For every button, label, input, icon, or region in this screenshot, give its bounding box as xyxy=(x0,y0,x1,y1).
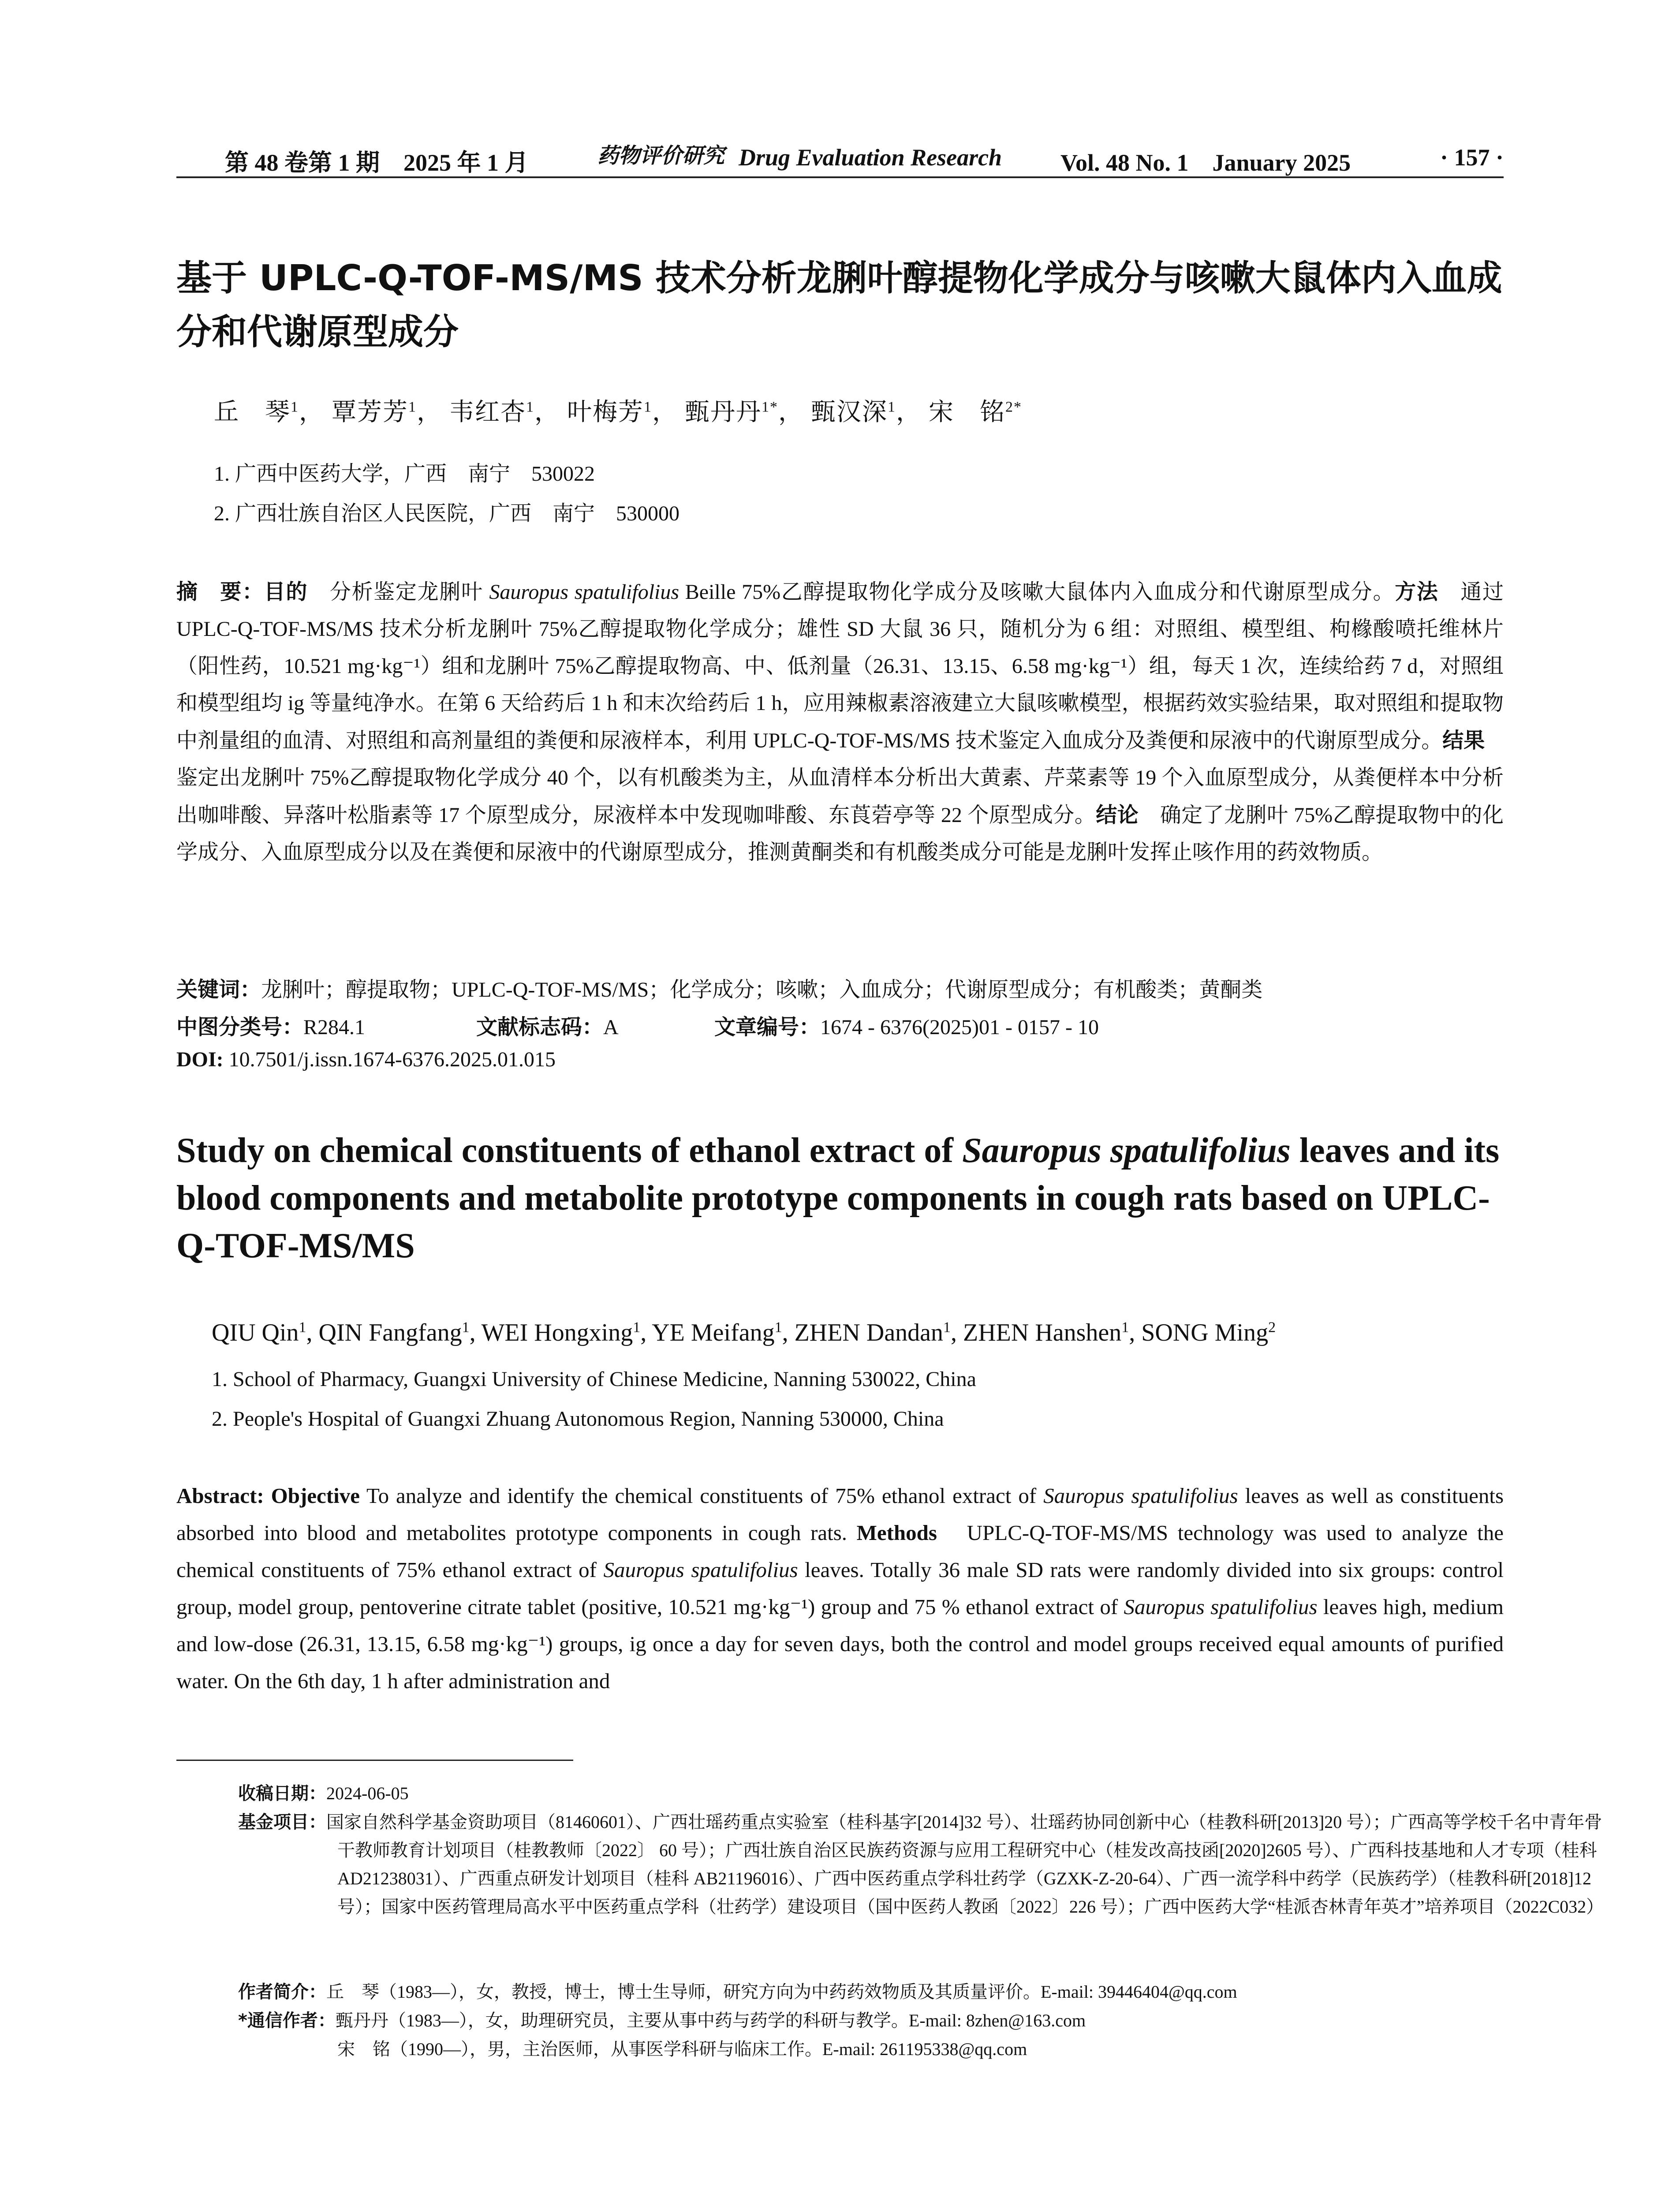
chinese-affiliation-1: 1. 广西中医药大学，广西 南宁 530022 xyxy=(214,462,595,486)
author: 甄汉深$^1$ xyxy=(811,399,896,426)
author: YE Meifang$^1$ xyxy=(652,1319,782,1346)
clc-code: R284.1 xyxy=(303,1016,366,1039)
author: 甄丹丹$^{1*}$ xyxy=(685,399,778,426)
methods-label: 方法 xyxy=(1395,579,1439,604)
running-header xyxy=(176,135,1504,179)
author-bio: 作者简介：丘 琴（1983—），女，教授，博士，博士生导师，研究方向为中药药效物质及其质量评价。E-mail: 39446404@qq.com xyxy=(238,1982,1237,2002)
journal-page xyxy=(176,0,1604,2205)
english-affiliation-1: 1. School of Pharmacy, Guangxi University of Chinese Medicine, Nanning 530022, China xyxy=(212,1368,976,1391)
corresponding-author-2: 宋 铭（1990—），男，主治医师，从事医学科研与临床工作。E-mail: 261195338@qq.com xyxy=(337,2039,1027,2059)
corresponding-author: *通信作者：甄丹丹（1983—），女，助理研究员，主要从事中药与药学的科研与教学。E-mail: 8zhen@163.com xyxy=(238,2011,1086,2031)
english-authors: QIU Qin$^1$, QIN Fangfang$^1$, WEI Hongxing$^1$, YE Meifang$^1$, ZHEN Dandan$^1$, ZHEN Hanshen$^1$, SONG Ming$^2$ xyxy=(212,1319,1276,1346)
received-date: 收稿日期：2024-06-05 xyxy=(238,1783,409,1804)
header-rule xyxy=(176,176,1504,178)
author: 覃芳芳$^1$ xyxy=(332,399,417,426)
issue-info-cn: 第 48 卷第 1 期 2025 年 1 月 xyxy=(225,149,529,176)
doi-line: DOI: 10.7501/j.issn.1674-6376.2025.01.015 xyxy=(176,1048,556,1071)
author: 叶梅芳$^1$ xyxy=(567,399,652,426)
author: 韦红杏$^1$ xyxy=(449,399,534,426)
author: ZHEN Dandan$^1$ xyxy=(794,1319,951,1346)
keywords-line: 关键词：龙脷叶；醇提取物；UPLC-Q-TOF-MS/MS；化学成分；咳嗽；入血成分；代谢原型成分；有机酸类；黄酮类 xyxy=(176,977,1263,1002)
english-abstract: Abstract: Objective To analyze and identify the chemical constituents of 75% ethanol extract of Sauropus spatulifolius leaves as well as constituents absorbed into blood and metabolites prototype components in cough rats. Methods UPLC-Q-TOF-MS/MS technology was used to analyze the chemical constituents of 75% ethanol extract of Sauropus spatulifolius leaves. Totally 36 male SD rats were randomly divided into six groups: control group, model group, pentoverine citrate tablet (positive, 10.521 mg·kg⁻¹) group and 75 % ethanol extract of Sauropus spatulifolius leaves high, medium and low-dose (26.31, 13.15, 6.58 mg·kg⁻¹) groups, ig once a day for seven days, both the control and model groups received equal amounts of purified water. On the 6th day, 1 h after administration and xyxy=(176,1484,1504,1693)
funding: 基金项目：国家自然科学基金资助项目（81460601）、广西壮瑶药重点实验室（桂科基字[2014]32 号）、壮瑶药协同创新中心（桂教科研[2013]20 号）；广西高等学校千名中青年骨干教师教育计划项目（桂教教师〔2022〕 60 号）；广西壮族自治区民族药资源与应用工程研究中心（桂发改高技函[2020]2605 号）、广西科技基地和人才专项（桂科 AD21238031）、广西重点研发计划项目（桂科 AB21196016）、广西中医药重点学科壮药学（GZXK-Z-20-64）、广西一流学科中药学（民族药学）（桂教科研[2018]12 号）；国家中医药管理局高水平中医药重点学科（壮药学）建设项目（国中医药人教函〔2022〕226 号）；广西中医药大学“桂派杏林青年英才”培养项目（2022C032） xyxy=(238,1812,1604,1917)
chinese-title: 基于 UPLC-Q-TOF-MS/MS 技术分析龙脷叶醇提物化学成分与咳嗽大鼠体内入血成分和代谢原型成分 xyxy=(176,258,1502,352)
methods-label-en: Methods xyxy=(856,1521,937,1545)
conclusion-label: 结论 xyxy=(1096,803,1139,827)
issue-info-en: Vol. 48 No. 1 January 2025 xyxy=(1060,149,1351,176)
chinese-authors: 丘 琴$^1$， 覃芳芳$^1$， 韦红杏$^1$， 叶梅芳$^1$， 甄丹丹$^{1*}$， 甄汉深$^1$， 宋 铭$^{2*}$ xyxy=(214,399,1022,426)
author: WEI Hongxing$^1$ xyxy=(481,1319,641,1346)
keywords: 龙脷叶；醇提取物；UPLC-Q-TOF-MS/MS；化学成分；咳嗽；入血成分；代谢原型成分；有机酸类；黄酮类 xyxy=(261,978,1263,1002)
page-number: · 157 · xyxy=(1440,144,1504,171)
english-affiliation-2: 2. People's Hospital of Guangxi Zhuang Autonomous Region, Nanning 530000, China xyxy=(212,1407,944,1431)
doi[interactable]: 10.7501/j.issn.1674-6376.2025.01.015 xyxy=(223,1048,556,1071)
chinese-affiliation-2: 2. 广西壮族自治区人民医院，广西 南宁 530000 xyxy=(214,502,680,525)
author: 宋 铭$^{2*}$ xyxy=(929,399,1022,426)
english-title: Study on chemical constituents of ethanol extract of Sauropus spatulifolius leaves and its blood components and metabolite prototype components in cough rats based on UPLC-Q-TOF-MS/MS xyxy=(176,1131,1500,1265)
author: QIU Qin$^1$ xyxy=(212,1319,306,1346)
abstract-objective-label: Abstract: Objective xyxy=(176,1484,360,1508)
footnote-rule xyxy=(176,1760,573,1761)
author: QIN Fangfang$^1$ xyxy=(318,1319,470,1346)
objective-label: 目的 xyxy=(264,579,308,604)
author: SONG Ming$^2$ xyxy=(1141,1319,1276,1346)
author: ZHEN Hanshen$^1$ xyxy=(963,1319,1129,1346)
journal-logo-cn: 药物评价研究 xyxy=(597,143,725,168)
author: 丘 琴$^1$ xyxy=(214,399,299,426)
abstract-label: 摘 要： xyxy=(176,579,264,604)
journal-name-en: Drug Evaluation Research xyxy=(739,144,1002,171)
results-label: 结果 xyxy=(1442,728,1485,753)
chinese-abstract: 摘 要：目的 分析鉴定龙脷叶 Sauropus spatulifolius Beille 75%乙醇提取物化学成分及咳嗽大鼠体内入血成分和代谢原型成分。方法 通过 UPLC-Q-TOF-MS/MS 技术分析龙脷叶 75%乙醇提取物化学成分；雄性 SD 大鼠 36 只，随机分为 6 组：对照组、模型组、枸橼酸喷托维林片（阳性药，10.521 mg·kg⁻¹）组和龙脷叶 75%乙醇提取物高、中、低剂量（26.31、13.15、6.58 mg·kg⁻¹）组，每天 1 次，连续给药 7 d，对照组和模型组均 ig 等量纯净水。在第 6 天给药后 1 h 和末次给药后 1 h，应用辣椒素溶液建立大鼠咳嗽模型，根据药效实验结果，取对照组和提取物中剂量组的血清、对照组和高剂量组的粪便和尿液样本，利用 UPLC-Q-TOF-MS/MS 技术鉴定入血成分及粪便和尿液中的代谢原型成分。结果 鉴定出龙脷叶 75%乙醇提取物化学成分 40 个，以有机酸类为主，从血清样本分析出大黄素、芹菜素等 19 个入血原型成分，从粪便样本中分析出咖啡酸、异落叶松脂素等 17 个原型成分，尿液样本中发现咖啡酸、东莨菪亭等 22 个原型成分。结论 确定了龙脷叶 75%乙醇提取物中的化学成分、入血原型成分以及在粪便和尿液中的代谢原型成分，推测黄酮类和有机酸类成分可能是龙脷叶发挥止咳作用的药效物质。 xyxy=(176,579,1506,864)
article-number: 1674 - 6376(2025)01 - 0157 - 10 xyxy=(820,1016,1099,1039)
classification-line: 中图分类号：R284.1 文献标志码：A 文章编号：1674 - 6376(2025)01 - 0157 - 10 xyxy=(176,1015,1099,1039)
doc-code: A xyxy=(603,1016,619,1039)
